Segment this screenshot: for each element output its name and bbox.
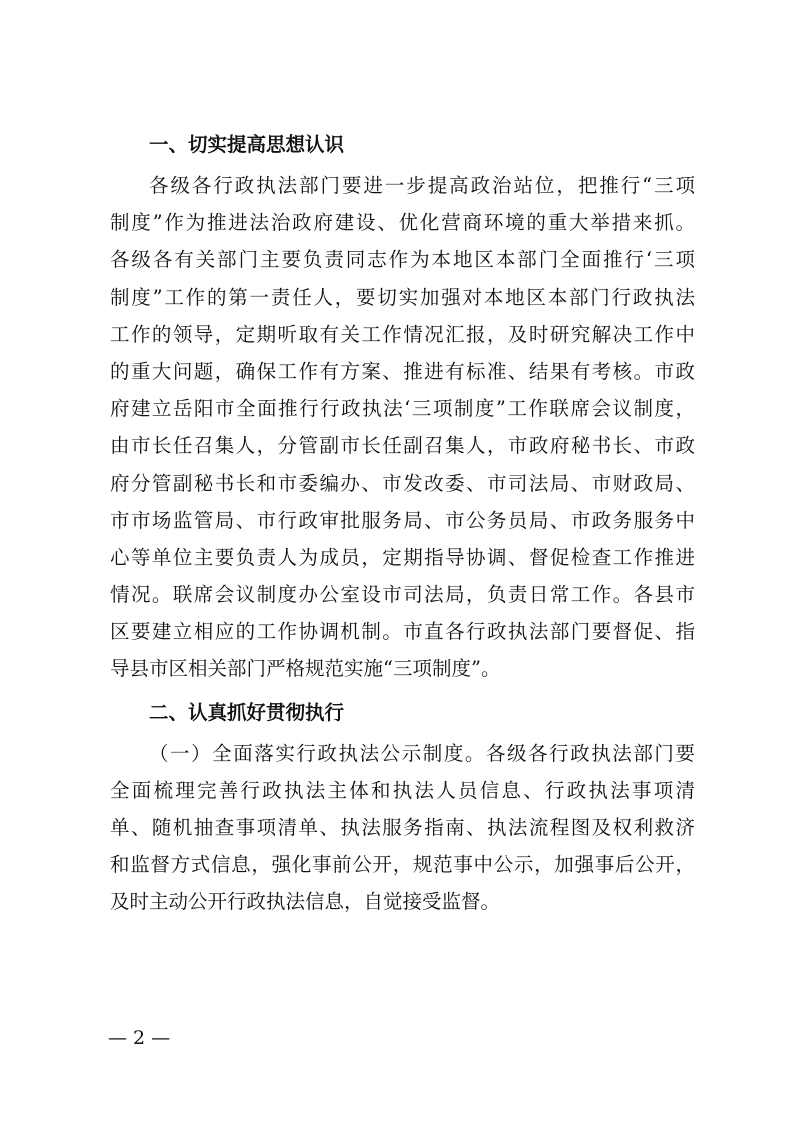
text-line: 制度”作为推进法治政府建设、优化营商环境的重大举措来抓。 bbox=[110, 211, 695, 235]
text-line: 的重大问题，确保工作有方案、推进有标准、结果有考核。市政 bbox=[110, 359, 695, 383]
text-line: 单、随机抽查事项清单、执法服务指南、执法流程图及权利救济 bbox=[110, 816, 695, 839]
text-line: 府分管副秘书长和市委编办、市发改委、市司法局、市财政局、 bbox=[110, 471, 695, 495]
text-line: 由市长任召集人，分管副市长任副召集人，市政府秘书长、市政 bbox=[110, 434, 695, 458]
text-line: 区要建立相应的工作协调机制。市直各行政执法部门要督促、指 bbox=[110, 620, 695, 644]
text-line: 全面梳理完善行政执法主体和执法人员信息、行政执法事项清 bbox=[110, 778, 695, 802]
text-line: 心等单位主要负责人为成员，定期指导协调、督促检查工作推进 bbox=[110, 545, 695, 569]
text-line: 导县市区相关部门严格规范实施“三项制度”。 bbox=[110, 657, 501, 681]
text-line: （一）全面落实行政执法公示制度。各级各行政执法部门要 bbox=[149, 741, 695, 765]
section-2-paragraph bbox=[110, 735, 695, 921]
text-line: 各级各有关部门主要负责同志作为本地区本部门全面推行‘三项 bbox=[110, 248, 695, 272]
text-line: 及时主动公开行政执法信息，自觉接受监督。 bbox=[110, 890, 501, 914]
text-line: 和监督方式信息，强化事前公开，规范事中公示，加强事后公开， bbox=[110, 853, 695, 877]
document-body bbox=[110, 126, 695, 921]
text-line: 府建立岳阳市全面推行行政执法‘三项制度”工作联席会议制度， bbox=[110, 397, 695, 421]
text-line: 市市场监管局、市行政审批服务局、市公务员局、市政务服务中 bbox=[110, 508, 695, 532]
section-heading-2: 二、认真抓好贯彻执行 bbox=[149, 700, 345, 724]
section-1-paragraph bbox=[110, 167, 695, 688]
section-heading-1: 一、切实提高思想认识 bbox=[149, 133, 345, 156]
text-line: 各级各行政执法部门要进一步提高政治站位，把推行“三项 bbox=[149, 174, 695, 197]
text-line: 制度”工作的第一责任人，要切实加强对本地区本部门行政执法 bbox=[110, 285, 695, 309]
text-line: 情况。联席会议制度办公室设市司法局，负责日常工作。各县市 bbox=[110, 583, 695, 607]
text-line: 工作的领导，定期听取有关工作情况汇报，及时研究解决工作中 bbox=[110, 322, 695, 346]
page-number: — 2 — bbox=[108, 1027, 171, 1049]
